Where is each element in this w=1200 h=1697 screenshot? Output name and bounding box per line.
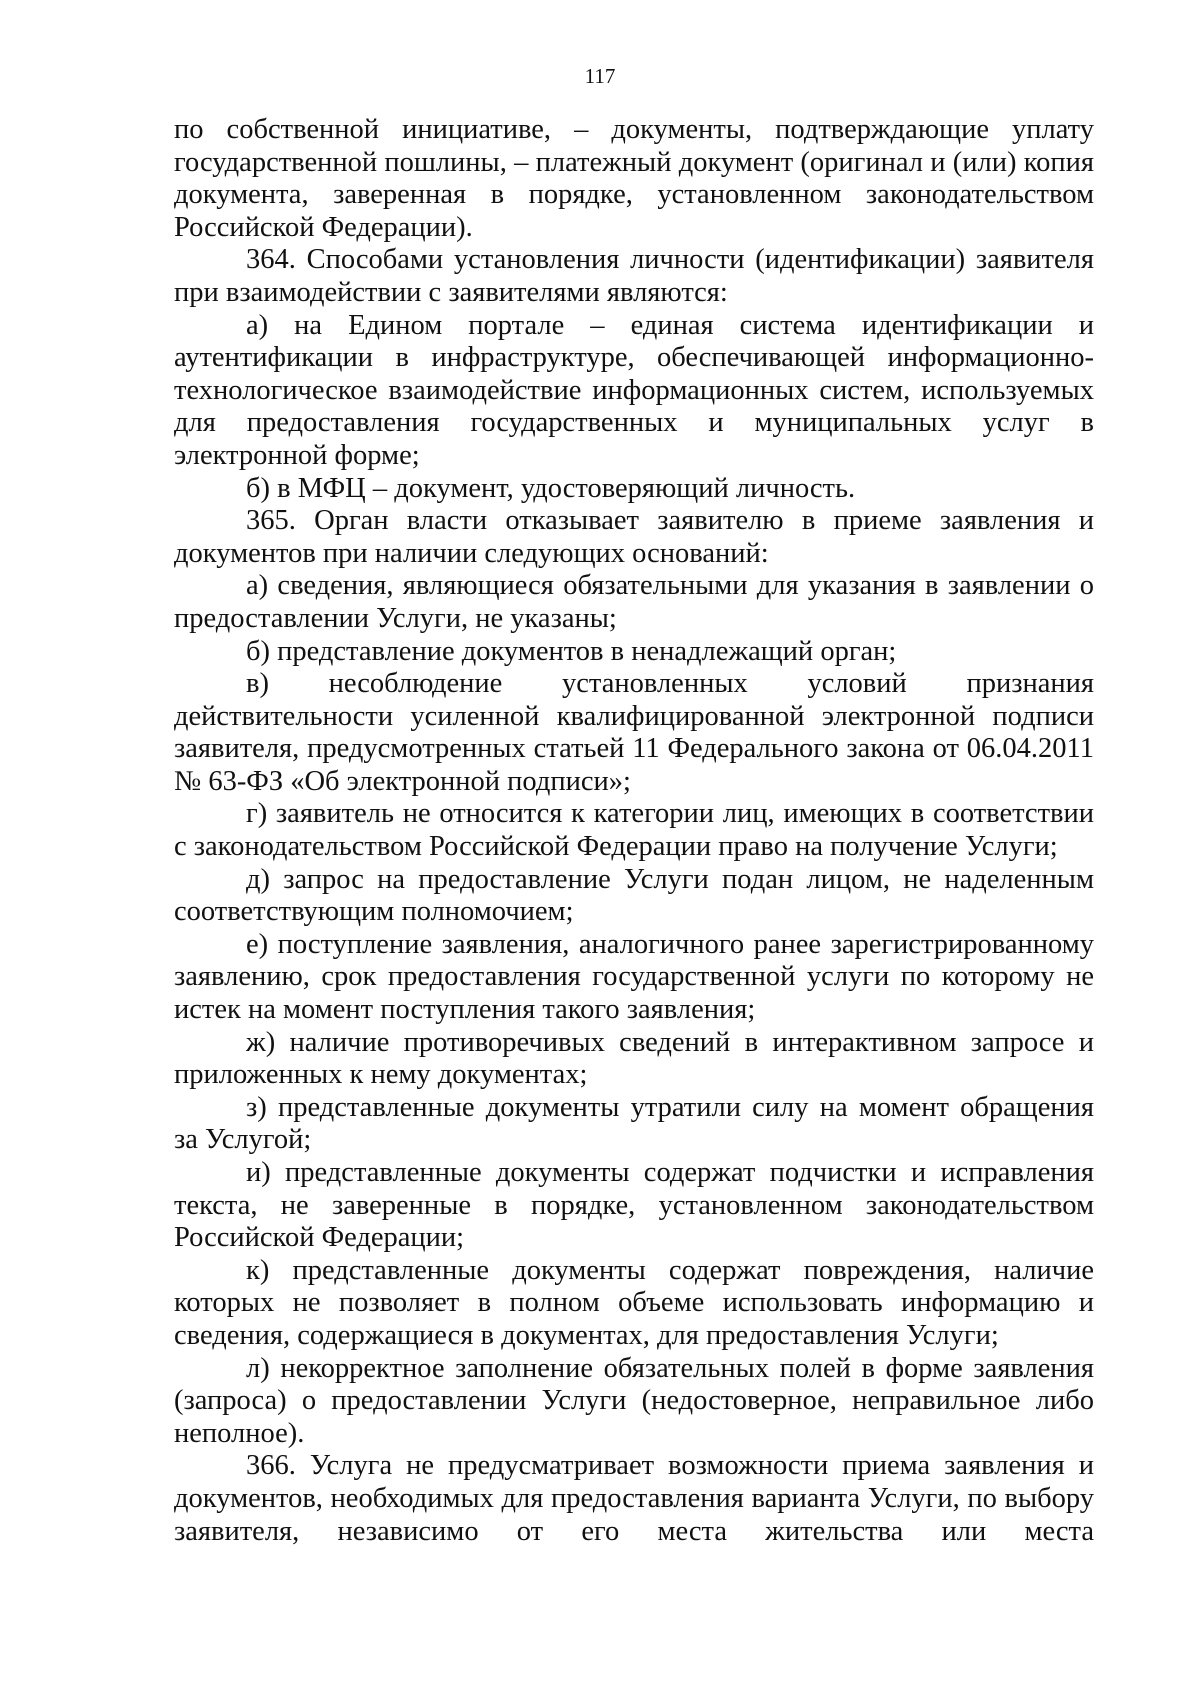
paragraph-365-e-duplicate-application: е) поступление заявления, аналогичного ранее зарегистрированному заявлению, срок предоставления государственной услуги по которому не истек на момент поступления такого заявления; xyxy=(174,928,1094,1026)
paragraph-state-fee-documents: по собственной инициативе, – документы, подтверждающие уплату государственной пошлины, – платежный документ (оригинал и (или) копия документа, заверенная в порядке, установленном законодательством Российской Федерации). xyxy=(174,114,1094,243)
paragraph-365-l-incorrect-fields: л) некорректное заполнение обязательных полей в форме заявления (запроса) о предоставлении Услуги (недостоверное, неправильное либо неполное). xyxy=(174,1352,1094,1449)
document-body xyxy=(174,114,1094,1548)
paragraph-365-refusal-grounds: 365. Орган власти отказывает заявителю в приеме заявления и документов при наличии следующих оснований: xyxy=(174,505,1094,569)
paragraph-365-z-expired-documents: з) представленные документы утратили силу на момент обращения за Услугой; xyxy=(174,1091,1094,1156)
page-number: 117 xyxy=(584,64,616,88)
paragraph-365-a-missing-info: а) сведения, являющиеся обязательными для указания в заявлении о предоставлении Услуги, не указаны; xyxy=(174,570,1094,634)
paragraph-364-a-unified-portal: а) на Едином портале – единая система идентификации и аутентификации в инфраструктуре, обеспечивающей информационно-технологическое взаимодействие информационных систем, используемых для предоставления государственных и муниципальных услуг в электронной форме; xyxy=(174,309,1094,471)
paragraph-365-i-corrections: и) представленные документы содержат подчистки и исправления текста, не заверенные в порядке, установленном законодательством Российской Федерации; xyxy=(174,1157,1094,1254)
paragraph-366-exterritorial: 366. Услуга не предусматривает возможности приема заявления и документов, необходимых для предоставления варианта Услуги, по выбору заявителя, независимо от его места жительства или места xyxy=(174,1450,1094,1547)
paragraph-364-identification-methods: 364. Способами установления личности (идентификации) заявителя при взаимодействии с заявителями являются: xyxy=(174,244,1094,308)
paragraph-365-d-no-authority: д) запрос на предоставление Услуги подан лицом, не наделенным соответствующим полномочием; xyxy=(174,863,1094,928)
paragraph-365-zh-contradictory-info: ж) наличие противоречивых сведений в интерактивном запросе и приложенных к нему документах; xyxy=(174,1026,1094,1091)
paragraph-365-v-signature-invalid: в) несоблюдение установленных условий признания действительности усиленной квалифицированной электронной подписи заявителя, предусмотренных статьей 11 Федерального закона от 06.04.2011 № 63-ФЗ «Об электронной подписи»; xyxy=(174,668,1094,797)
paragraph-364-b-mfc: б) в МФЦ – документ, удостоверяющий личность. xyxy=(246,472,856,504)
paragraph-365-b-wrong-authority: б) представление документов в ненадлежащий орган; xyxy=(246,635,897,667)
paragraph-365-k-damaged-documents: к) представленные документы содержат повреждения, наличие которых не позволяет в полном объеме использовать информацию и сведения, содержащиеся в документах, для предоставления Услуги; xyxy=(174,1254,1094,1351)
paragraph-365-g-not-eligible: г) заявитель не относится к категории лиц, имеющих в соответствии с законодательством Российской Федерации право на получение Услуги; xyxy=(174,798,1094,863)
